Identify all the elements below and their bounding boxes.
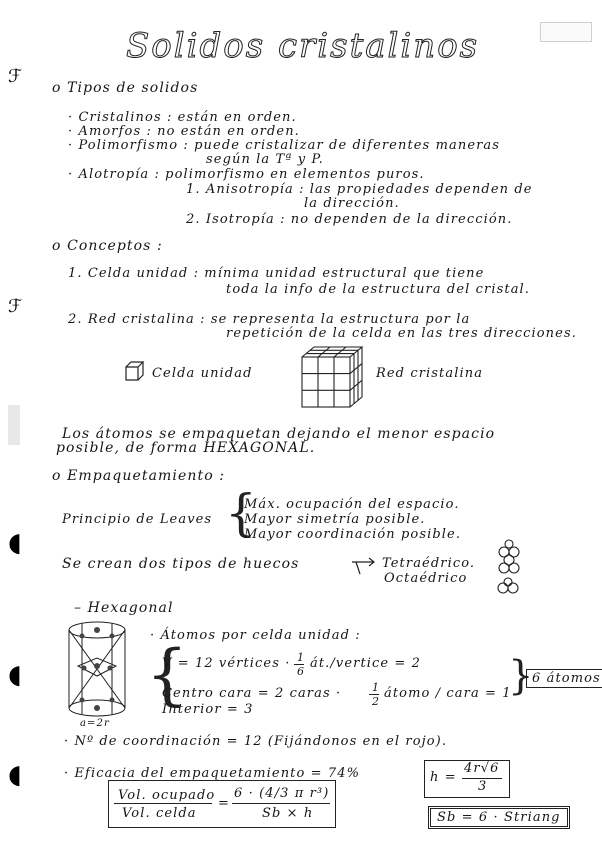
hole-type: Octaédrico (384, 571, 468, 586)
base-area-box: Sb = 6 · Striang (428, 806, 570, 829)
concept-text: 2. Red cristalina : se representa la estructura por la (68, 312, 471, 327)
lattice-cube-icon (300, 345, 370, 410)
cell-caption: a=2r (80, 718, 110, 729)
concept-text: 1. Celda unidad : mínima unidad estructural que tiene (68, 266, 485, 281)
binder-hole-icon: ◖ (8, 528, 22, 558)
list-item: · Polimorfismo : puede cristalizar de diferentes maneras (68, 138, 501, 153)
concept-text: toda la info de la estructura del cristal. (226, 282, 531, 297)
atoms-per-cell-label: · Átomos por celda unidad : (150, 628, 361, 643)
vertices-result: át./vertice = 2 (310, 656, 422, 671)
section-heading-conceptos: o Conceptos : (52, 238, 163, 254)
margin-mark-icon: ℱ (8, 296, 23, 317)
packing-text: posible, de forma HEXAGONAL. (56, 440, 316, 456)
coordination-text: · Nº de coordinación = 12 (Fijándonos en el rojo). (64, 734, 448, 749)
height-label: h = (430, 770, 457, 785)
fraction-bar (114, 803, 212, 804)
formula-denominator: Sb × h (262, 806, 314, 821)
hole-type: Tetraédrico. (382, 556, 476, 571)
principle-item: Mayor coordinación posible. (244, 527, 462, 542)
binder-hole-icon: ◖ (8, 660, 22, 690)
page-tab (8, 405, 20, 445)
list-item: 2. Isotropía : no dependen de la dirección. (186, 212, 513, 227)
formula-numerator: Vol. ocupado (118, 788, 216, 803)
lattice-label: Red cristalina (376, 366, 484, 381)
principle-item: Máx. ocupación del espacio. (244, 497, 460, 512)
fraction-denominator: 2 (372, 695, 381, 708)
section-heading-empaquetamiento: o Empaquetamiento : (52, 468, 226, 484)
efficiency-text: · Eficacia del empaquetamiento = 74% (64, 766, 361, 781)
fraction-numerator: 1 (297, 651, 306, 664)
hexagonal-heading: – Hexagonal (74, 600, 174, 616)
formula-denominator: Vol. celda (122, 806, 197, 821)
list-item: 1. Anisotropía : las propiedades dependen de (186, 182, 533, 197)
principle-item: Mayor simetría posible. (244, 512, 426, 527)
formula-numerator: 6 · (4/3 π r³) (234, 786, 330, 801)
principle-label: Principio de Leaves (62, 512, 213, 527)
fraction-denominator: 6 (297, 665, 306, 678)
height-numerator: 4r√6 (464, 761, 500, 776)
height-denominator: 3 (478, 779, 488, 794)
holes-text: Se crean dos tipos de huecos (62, 556, 300, 572)
equals-sign: = (218, 796, 230, 811)
concept-text: repetición de la celda en las tres direcciones. (226, 326, 577, 341)
unit-cell-cube-icon (124, 360, 146, 382)
list-item: · Cristalinos : están en orden. (68, 110, 297, 125)
page-title: Solidos cristalinos (126, 26, 480, 66)
list-item: según la Tª y P. (206, 152, 324, 167)
brace-icon: { (225, 484, 257, 542)
arrow-icon (350, 556, 380, 580)
packing-text: Los átomos se empaquetan dejando el menor espacio (62, 426, 496, 442)
total-atoms-box: 6 átomos (526, 669, 602, 688)
face-center-result: átomo / cara = 1 (384, 686, 512, 701)
brace-icon: { (508, 653, 534, 699)
binder-hole-icon: ◖ (8, 760, 22, 790)
hexagonal-cell-icon (64, 620, 130, 720)
cell-label: Celda unidad (152, 366, 253, 381)
fraction-numerator: 1 (372, 681, 381, 694)
brace-icon: { (146, 636, 188, 713)
section-heading-tipos: o Tipos de solidos (52, 80, 199, 96)
vertices-text: V = 12 vértices · (162, 656, 291, 671)
sphere-stack-icon (490, 538, 530, 600)
fraction-bar (232, 803, 330, 804)
interior-text: Interior = 3 (162, 702, 254, 717)
list-item: la dirección. (304, 196, 400, 211)
list-item: · Alotropía : polimorfismo en elementos puros. (68, 167, 425, 182)
face-center-text: Centro cara = 2 caras · (162, 686, 342, 701)
margin-mark-icon: ℱ (8, 66, 23, 87)
list-item: · Amorfos : no están en orden. (68, 124, 300, 139)
paper-edge (540, 22, 592, 42)
